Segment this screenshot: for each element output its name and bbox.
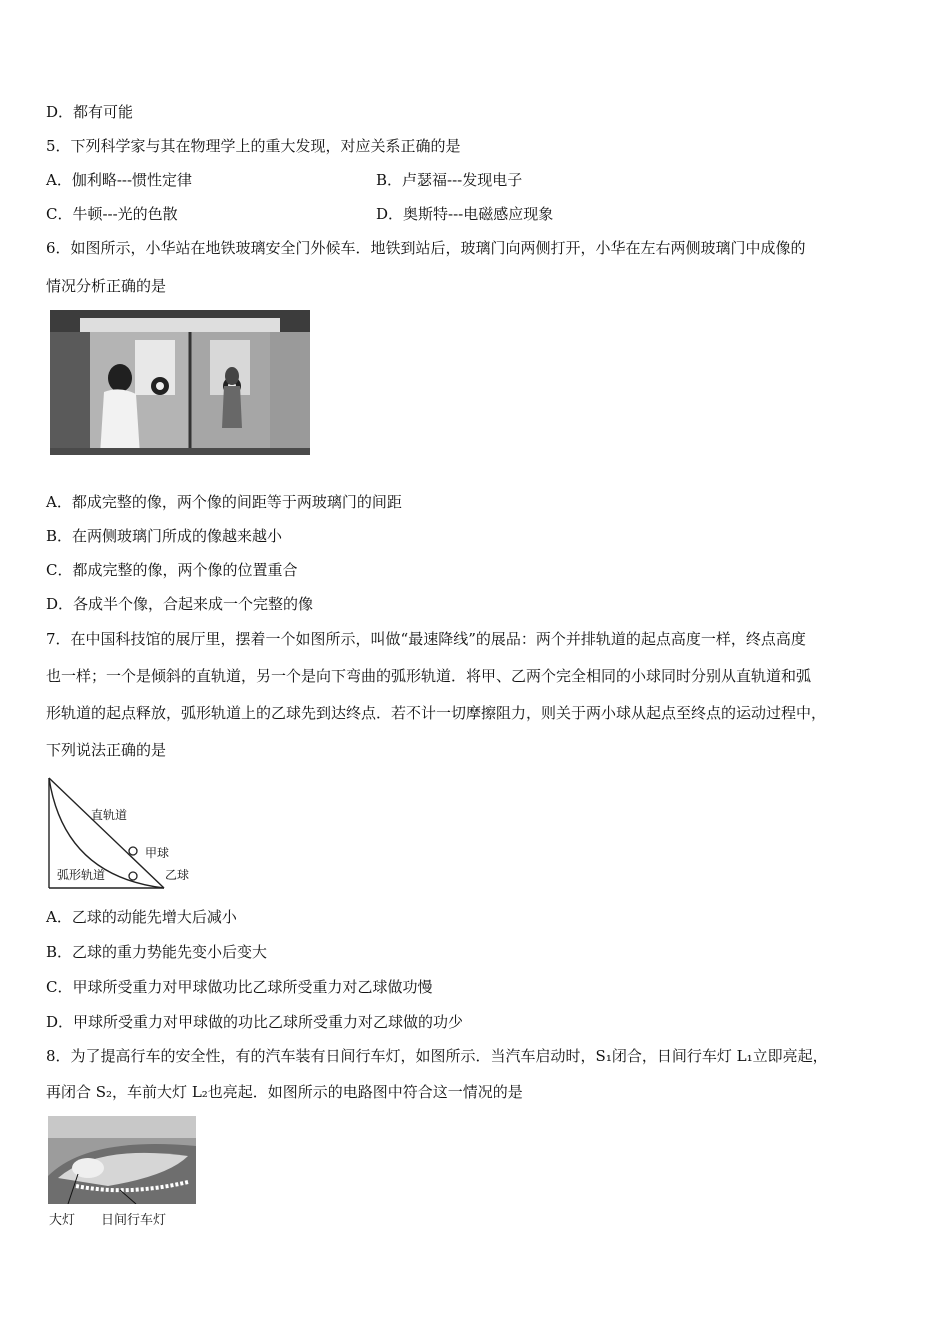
q8-car-headlight-photo	[48, 1116, 196, 1204]
q7-label-arc: 弧形轨道	[57, 868, 106, 882]
q7-label-ball-b: 乙球	[165, 868, 190, 882]
q7-option-a: A．乙球的动能先增大后减小	[46, 908, 237, 926]
q6-option-d: D．各成半个像，合起来成一个完整的像	[46, 595, 314, 613]
q6-option-b: B．在两侧玻璃门所成的像越来越小	[46, 527, 283, 545]
q7-stem-line2: 也一样；一个是倾斜的直轨道，另一个是向下弯曲的弧形轨道．将甲、乙两个完全相同的小球同时分别从直轨道和弧	[46, 667, 812, 685]
q5-option-b: B．卢瑟福---发现电子	[376, 171, 523, 189]
q7-stem-line1: 7．在中国科技馆的展厅里，摆着一个如图所示，叫做“最速降线”的展品：两个并排轨道的起点高度一样，终点高度	[46, 630, 806, 648]
q5-stem: 5．下列科学家与其在物理学上的重大发现，对应关系正确的是	[46, 137, 461, 155]
q8-stem-line2: 再闭合 S₂，车前大灯 L₂也亮起．如图所示的电路图中符合这一情况的是	[46, 1083, 523, 1101]
q5-option-a: A．伽利略---惯性定律	[46, 171, 193, 189]
q7-option-d: D．甲球所受重力对甲球做的功比乙球所受重力对乙球做的功少	[46, 1013, 464, 1031]
q8-stem-line1: 8．为了提高行车的安全性，有的汽车装有日间行车灯，如图所示．当汽车启动时，S₁闭合，日间行车灯 L₁立即亮起，	[46, 1047, 828, 1065]
q5-option-d: D．奥斯特---电磁感应现象	[376, 205, 554, 223]
q7-stem-line3: 形轨道的起点释放，弧形轨道上的乙球先到达终点．若不计一切摩擦阻力，则关于两小球从起点至终点的运动过程中，	[46, 704, 827, 722]
q8-label-headlight: 大灯	[49, 1213, 76, 1228]
q7-label-straight: 直轨道	[91, 808, 128, 822]
q6-option-a: A．都成完整的像，两个像的间距等于两玻璃门的间距	[46, 493, 402, 511]
q6-stem-line1: 6．如图所示，小华站在地铁玻璃安全门外候车．地铁到站后，玻璃门向两侧打开，小华在左右两侧玻璃门中成像的	[46, 239, 806, 257]
q6-stem-line2: 情况分析正确的是	[46, 277, 167, 295]
q7-ball-a	[129, 847, 137, 855]
q7-ball-b	[129, 872, 137, 880]
q7-option-c: C．甲球所受重力对甲球做功比乙球所受重力对乙球做功慢	[46, 978, 433, 996]
q7-stem-line4: 下列说法正确的是	[46, 741, 167, 759]
q5-option-c: C．牛顿---光的色散	[46, 205, 178, 223]
q8-label-drl: 日间行车灯	[101, 1213, 167, 1228]
q6-option-c: C．都成完整的像，两个像的位置重合	[46, 561, 298, 579]
q7-option-b: B．乙球的重力势能先变小后变大	[46, 943, 268, 961]
q7-label-ball-a: 甲球	[145, 846, 170, 860]
q6-subway-door-photo	[50, 310, 310, 455]
q4-option-d: D．都有可能	[46, 103, 134, 121]
